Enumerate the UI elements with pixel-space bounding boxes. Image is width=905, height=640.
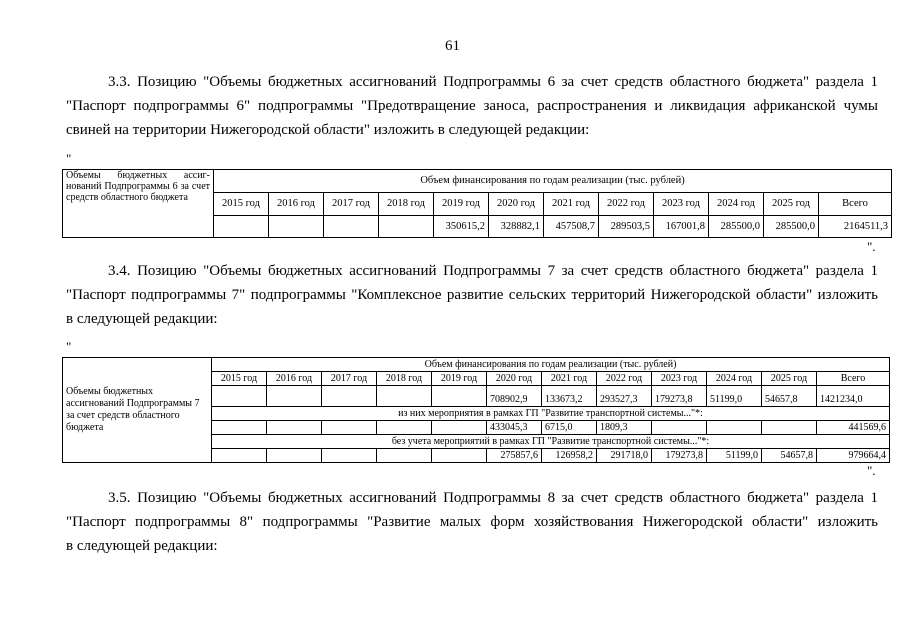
value-cell [322, 386, 377, 407]
value-cell [652, 421, 707, 435]
value-cell: 350615,2 [434, 216, 489, 238]
value-cell: 328882,1 [489, 216, 544, 238]
value-cell: 1809,3 [597, 421, 652, 435]
value-cell [212, 449, 267, 463]
year-cell: 2020 год [489, 193, 544, 216]
value-cell [267, 421, 322, 435]
total-value-cell: 441569,6 [817, 421, 890, 435]
value-cell: 179273,8 [652, 449, 707, 463]
total-value-cell: 979664,4 [817, 449, 890, 463]
value-cell [377, 386, 432, 407]
section-3-5-line-1: 3.5. Позицию "Объемы бюджетных ассигнований Подпрограммы 8 за счет средств областного бюджета" раздела 1 [108, 490, 878, 506]
value-cell [324, 216, 379, 238]
value-cell: 133673,2 [542, 386, 597, 407]
value-cell: 54657,8 [762, 386, 817, 407]
year-cell: 2016 год [269, 193, 324, 216]
total-value-cell: 1421234,0 [817, 386, 890, 407]
page-number: 61 [445, 38, 460, 54]
year-cell: 2018 год [379, 193, 434, 216]
section-3-5-line-2: "Паспорт подпрограммы 8" подпрограммы "Развитие малых форм хозяйствования Нижегородской области" изложить [66, 514, 878, 530]
year-cell: 2020 год [487, 372, 542, 386]
section-3-4-text [66, 259, 878, 331]
year-cell: 2018 год [377, 372, 432, 386]
value-cell: 285500,0 [764, 216, 819, 238]
year-cell: 2025 год [762, 372, 817, 386]
total-header-cell: Всего [819, 193, 892, 216]
year-cell: 2019 год [434, 193, 489, 216]
total-value-cell: 2164511,3 [819, 216, 892, 238]
value-cell [212, 386, 267, 407]
value-cell [762, 421, 817, 435]
value-cell [267, 449, 322, 463]
year-cell: 2015 год [212, 372, 267, 386]
section-3-4-line-3: в следующей редакции: [66, 311, 218, 327]
section-3-3-line-1: 3.3. Позицию "Объемы бюджетных ассигнований Подпрограммы 6 за счет средств областного бюджета" раздела 1 [108, 74, 878, 90]
section-3-3-line-2: "Паспорт подпрограммы 6" подпрограммы "Предотвращение заноса, распространения и ликвидация африканской чумы [66, 98, 878, 114]
value-cell: 708902,9 [487, 386, 542, 407]
year-cell: 2015 год [214, 193, 269, 216]
value-cell: 51199,0 [707, 449, 762, 463]
value-cell: 54657,8 [762, 449, 817, 463]
table-7-label: Объемы бюджетных ассигнований Подпрограммы 7 за счет средств областного бюджета [63, 358, 212, 463]
year-cell: 2025 год [764, 193, 819, 216]
subprogram-7-budget-table [62, 357, 890, 463]
value-cell [707, 421, 762, 435]
close-quote-6: ". [867, 239, 876, 254]
value-cell [377, 421, 432, 435]
value-cell: 6715,0 [542, 421, 597, 435]
year-cell: 2024 год [707, 372, 762, 386]
value-cell [432, 421, 487, 435]
value-cell [432, 386, 487, 407]
value-cell [432, 449, 487, 463]
value-cell: 126958,2 [542, 449, 597, 463]
section-3-5-text [66, 486, 878, 558]
total-header-cell: Всего [817, 372, 890, 386]
section-3-3-text [66, 70, 878, 142]
value-cell [377, 449, 432, 463]
year-cell: 2017 год [324, 193, 379, 216]
year-cell: 2022 год [599, 193, 654, 216]
value-cell [322, 449, 377, 463]
section-3-4-line-2: "Паспорт подпрограммы 7" подпрограммы "Комплексное развитие сельских территорий Нижегородской области" изложить [66, 287, 878, 303]
table-7-sub2-caption: без учета мероприятий в рамках ГП "Развитие транспортной системы..."*: [212, 435, 890, 449]
year-cell: 2016 год [267, 372, 322, 386]
value-cell [322, 421, 377, 435]
value-cell [379, 216, 434, 238]
value-cell: 289503,5 [599, 216, 654, 238]
section-3-3-line-3: свиней на территории Нижегородской области" изложить в следующей редакции: [66, 122, 590, 138]
table-7-sub1-caption: из них мероприятия в рамках ГП "Развитие транспортной системы..."*: [212, 407, 890, 421]
subprogram-6-budget-table [62, 169, 892, 238]
year-cell: 2021 год [542, 372, 597, 386]
year-cell: 2019 год [432, 372, 487, 386]
table-6-label: Объемы бюджетных ассиг-нований Подпрограммы 6 за счет средств областного бюджета [63, 170, 214, 238]
year-cell: 2023 год [652, 372, 707, 386]
table-7-header: Объем финансирования по годам реализации (тыс. рублей) [212, 358, 890, 372]
value-cell: 275857,6 [487, 449, 542, 463]
value-cell: 457508,7 [544, 216, 599, 238]
value-cell [212, 421, 267, 435]
value-cell: 51199,0 [707, 386, 762, 407]
value-cell [267, 386, 322, 407]
value-cell: 293527,3 [597, 386, 652, 407]
year-cell: 2023 год [654, 193, 709, 216]
value-cell [269, 216, 324, 238]
year-cell: 2022 год [597, 372, 652, 386]
table-6-header: Объем финансирования по годам реализации (тыс. рублей) [214, 170, 892, 193]
value-cell: 285500,0 [709, 216, 764, 238]
section-3-5-line-3: в следующей редакции: [66, 538, 218, 554]
open-quote-7: " [66, 339, 72, 354]
open-quote-6: " [66, 151, 72, 166]
value-cell: 291718,0 [597, 449, 652, 463]
section-3-4-line-1: 3.4. Позицию "Объемы бюджетных ассигнований Подпрограммы 7 за счет средств областного бюджета" раздела 1 [108, 263, 878, 279]
value-cell: 179273,8 [652, 386, 707, 407]
year-cell: 2024 год [709, 193, 764, 216]
value-cell: 167001,8 [654, 216, 709, 238]
year-cell: 2017 год [322, 372, 377, 386]
value-cell: 433045,3 [487, 421, 542, 435]
close-quote-7: ". [867, 463, 876, 478]
year-cell: 2021 год [544, 193, 599, 216]
value-cell [214, 216, 269, 238]
